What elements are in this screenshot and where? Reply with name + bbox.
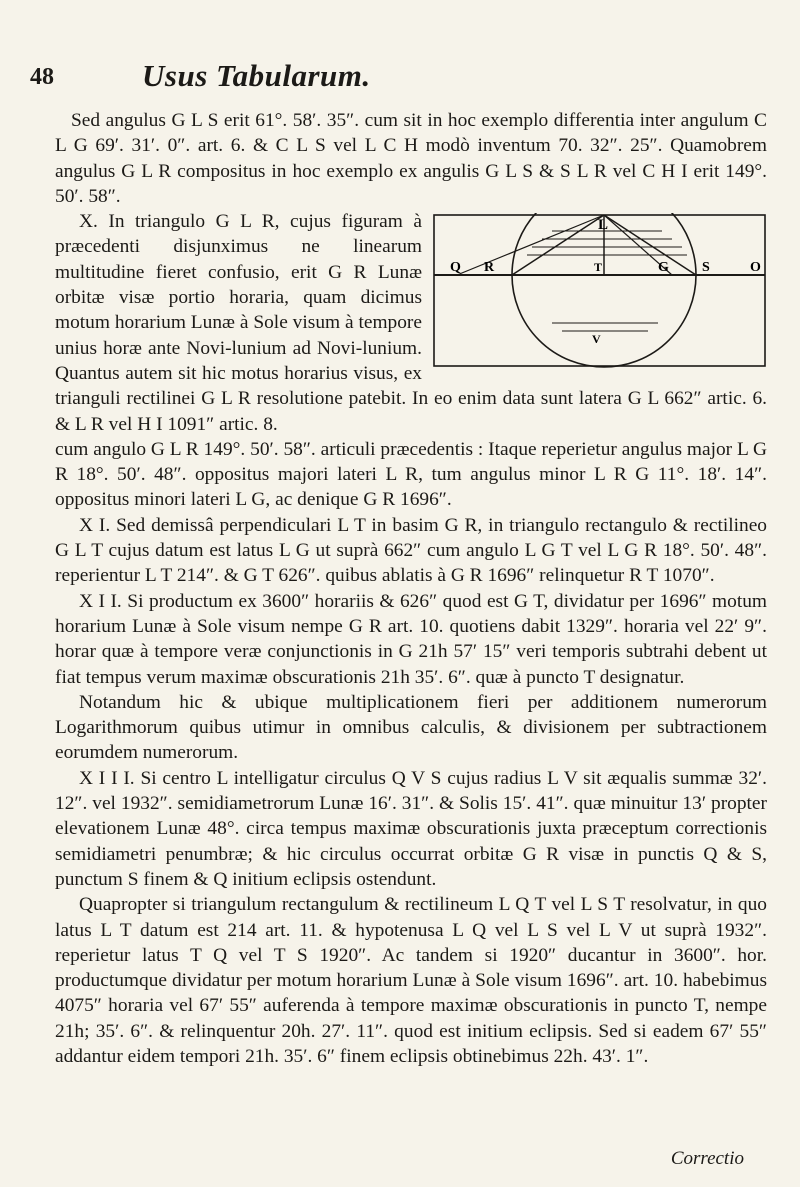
- catchword: Correctio: [670, 1148, 744, 1169]
- label-s: S: [702, 260, 710, 276]
- paragraph-1: Sed angulus G L S erit 61°. 58′. 35″. cum sit in hoc exemplo differentia inter angulum C L G 69′. 31′. 0″. art. 6. & C L S vel L C H modò inventum 70. 32″. 25″. Quamobrem angulus G L R compositus in hoc exemplo ex angulis G L S & S L R vel C H I erit 149°. 50′. 58″.: [55, 110, 767, 207]
- paragraph-note: Notandum hic & ubique multiplicationem fieri per additionem numerorum Logarithmorum quibus utimur in omnibus calculis, & divisionem per subtractionem eorumdem numerorum.: [55, 691, 767, 764]
- paragraph-x: X. In triangulo G L R, cujus figuram à præcedenti disjunximus ne linearum multitudine fieret confusio, erit G R Lunæ orbitæ visæ portio horaria, quam dicimus motum horarium Lunæ à Sole visum à tempore unius horæ ante Novi-lunium ad Novi-lunium. Quantus autem sit hic motus horarius visus, ex trianguli rectilinei G L R resolutione patebit. In eo enim data sunt latera G L 662″ artic. 6. & L R vel H I 1091″ artic. 8.: [55, 211, 767, 435]
- page-header: [30, 56, 790, 96]
- paragraph-x-block: [55, 209, 767, 437]
- label-q: Q: [450, 260, 461, 276]
- paragraph-x-continued: cum angulo G L R 149°. 50′. 58″. articuli præcedentis : Itaque reperietur angulus major L G R 18°. 50′. 48″. oppositus majori lateri L R, tum angulus minor L R G 11°. 18′. 14″. oppositus minori lateri L G, ac denique G R 1696″.: [55, 438, 767, 511]
- body-text: [55, 108, 767, 1069]
- eclipse-diagram: [432, 213, 767, 368]
- paragraph-conclusion: Quapropter si triangulum rectangulum & rectilineum L Q T vel L S T resolvatur, in quo latus L T datum est 214 art. 11. & hypotenusa L Q vel L S vel L V ut suprà 1932″. reperietur latus T Q vel T S 1920″. Ac tandem si 1920″ ducantur in 3600″. hor. productumque dividatur per motum horarium Lunæ à Sole visum 1696″. art. 10. habebimus 4075″ horaria vel 67′ 55″ auferenda à tempore maximæ obscurationis in puncto T, nempe 21h; 35′. 6″. & relinquentur 20h. 27′. 11″. quod est initium eclipsis. Sed si eadem 67′ 55″ addantur eidem tempori 21h. 35′. 6″ finem eclipsis obtinebimus 22h. 43′. 1″.: [55, 894, 767, 1067]
- page-number: 48: [30, 64, 54, 90]
- running-title: Usus Tabularum.: [142, 58, 371, 93]
- paragraph-xiii: X I I I. Si centro L intelligatur circulus Q V S cujus radius L V sit æqualis summæ 32′. 12″. vel 1932″. semidiametrorum Lunæ 16′. 31″. & Solis 15′. 41″. quæ minuitur 13′ propter elevationem Lunæ 48°. circa tempus maximæ obscurationis juxta præceptum correctionis semidiametri penumbræ; & hic circulus occurrat orbitæ G R visæ in punctis Q & S, punctum S finem & Q initium eclipsis ostendunt.: [55, 767, 767, 890]
- paragraph-xi: X I. Sed demissâ perpendiculari L T in basim G R, in triangulo rectangulo & rectilineo G L T cujus datum est latus L G ut suprà 662″ cum angulo L G T vel L G R 18°. 50′. 48″. reperientur L T 214″. & G T 626″. quibus ablatis à G R 1696″ relinquetur R T 1070″.: [55, 514, 767, 587]
- label-l: L: [598, 217, 609, 234]
- line-l-r: [457, 215, 604, 275]
- label-t: T: [594, 260, 603, 275]
- label-g: G: [658, 260, 669, 276]
- label-o: O: [750, 260, 761, 276]
- label-v: V: [592, 332, 601, 347]
- eclipse-diagram-svg: [432, 213, 767, 368]
- label-r: R: [484, 260, 495, 276]
- line-l-q: [512, 215, 604, 275]
- paragraph-xii: X I I. Si productum ex 3600″ horariis & 626″ quod est G T, dividatur per 1696″ motum horarium Lunæ à Sole visum nempe G R art. 10. quotiens dabit 1329″. horaria vel 22′ 9″. horar quæ à tempore veræ conjunctionis in G 21h 57′ 15″ veri temporis subtrahi debent ut fiat tempus verum maximæ obscurationis 21h 35′. 6″. quæ à puncto T designatur.: [55, 590, 767, 688]
- line-l-s: [604, 215, 696, 275]
